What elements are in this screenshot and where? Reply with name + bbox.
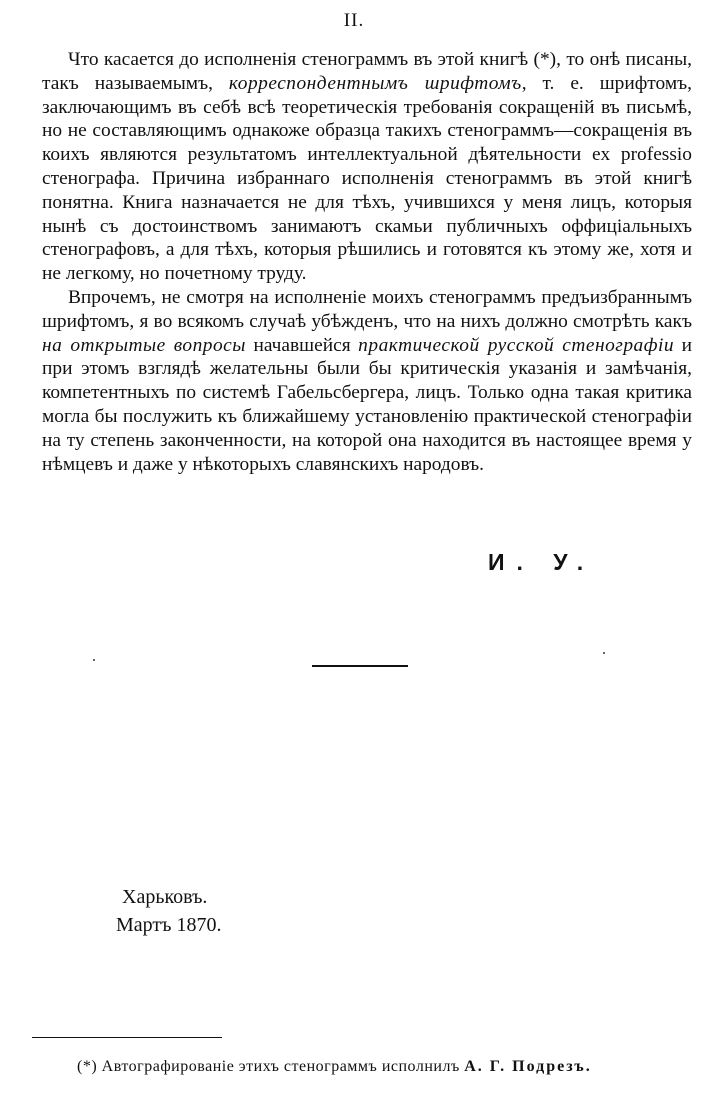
page-number: II. [343, 10, 365, 31]
paragraph-1 [42, 48, 692, 286]
paragraph-2-part-3: и при этомъ взглядѣ желательны были бы критическія указанія и замѣчанія, компетентныхъ по системѣ Габельсбергера, лицъ. Только одна такая критика могла бы послужить къ ближайшему установленію практической стенографіи на ту степень законченности, на которой она находится въ настоящее время у нѣмцевъ и даже у нѣкоторыхъ славянскихъ народовъ. [42, 334, 693, 475]
italic-font-name: корреспондентнымъ шрифтомъ [228, 72, 522, 94]
date: Мартъ 1870. [116, 914, 222, 936]
place: Харьковъ. [122, 886, 208, 908]
print-speck [93, 659, 95, 661]
footnote-text: (*) Автографированіе этихъ стенограммъ исполнилъ [77, 1058, 465, 1075]
paragraph-2-part-1: Впрочемъ, не смотря на исполненіе моихъ стенограммъ предъизбраннымъ шрифтомъ, я во всякомъ случаѣ убѣжденъ, что на нихъ должно смотрѣть какъ [42, 286, 692, 332]
place-and-date [116, 883, 221, 939]
footnote-author: А. Г. Подрезъ. [464, 1058, 592, 1075]
paragraph-2-part-2: начавшейся [245, 334, 359, 356]
italic-open-questions: на открытые вопросы [42, 334, 246, 356]
author-signature: И. У. [488, 549, 596, 575]
print-speck [603, 652, 605, 654]
footnote-rule [32, 1037, 222, 1038]
paragraph-1-part-2: , т. е. шрифтомъ, заключающимъ въ себѣ всѣ теоретическія требованія сокращеній въ письмѣ, но не составляющимъ однакоже образца такихъ стенограммъ—сокращенія въ коихъ являются результатомъ интеллектуальной дѣятельности ex professio стенографа. Причина избраннаго исполненія стенограммъ въ этой книгѣ понятна. Книга назначается не для тѣхъ, учившихся у меня лицъ, которыя нынѣ съ достоинствомъ занимаютъ скамьи публичныхъ оффиціальныхъ стенографовъ, а для тѣхъ, которыя рѣшились и готовятся къ этому же, хотя и не легкому, но почетному труду. [42, 72, 692, 285]
footnote [77, 1058, 592, 1076]
italic-russian-stenography: практической русской стенографіи [358, 334, 675, 356]
paragraph-2 [42, 286, 692, 476]
section-divider [312, 665, 408, 667]
preface-text [42, 48, 692, 476]
paragraph-1-part-1: Что касается до исполненія стенограммъ въ этой книгѣ (*), то онѣ писаны, такъ называемымъ, [42, 49, 692, 94]
